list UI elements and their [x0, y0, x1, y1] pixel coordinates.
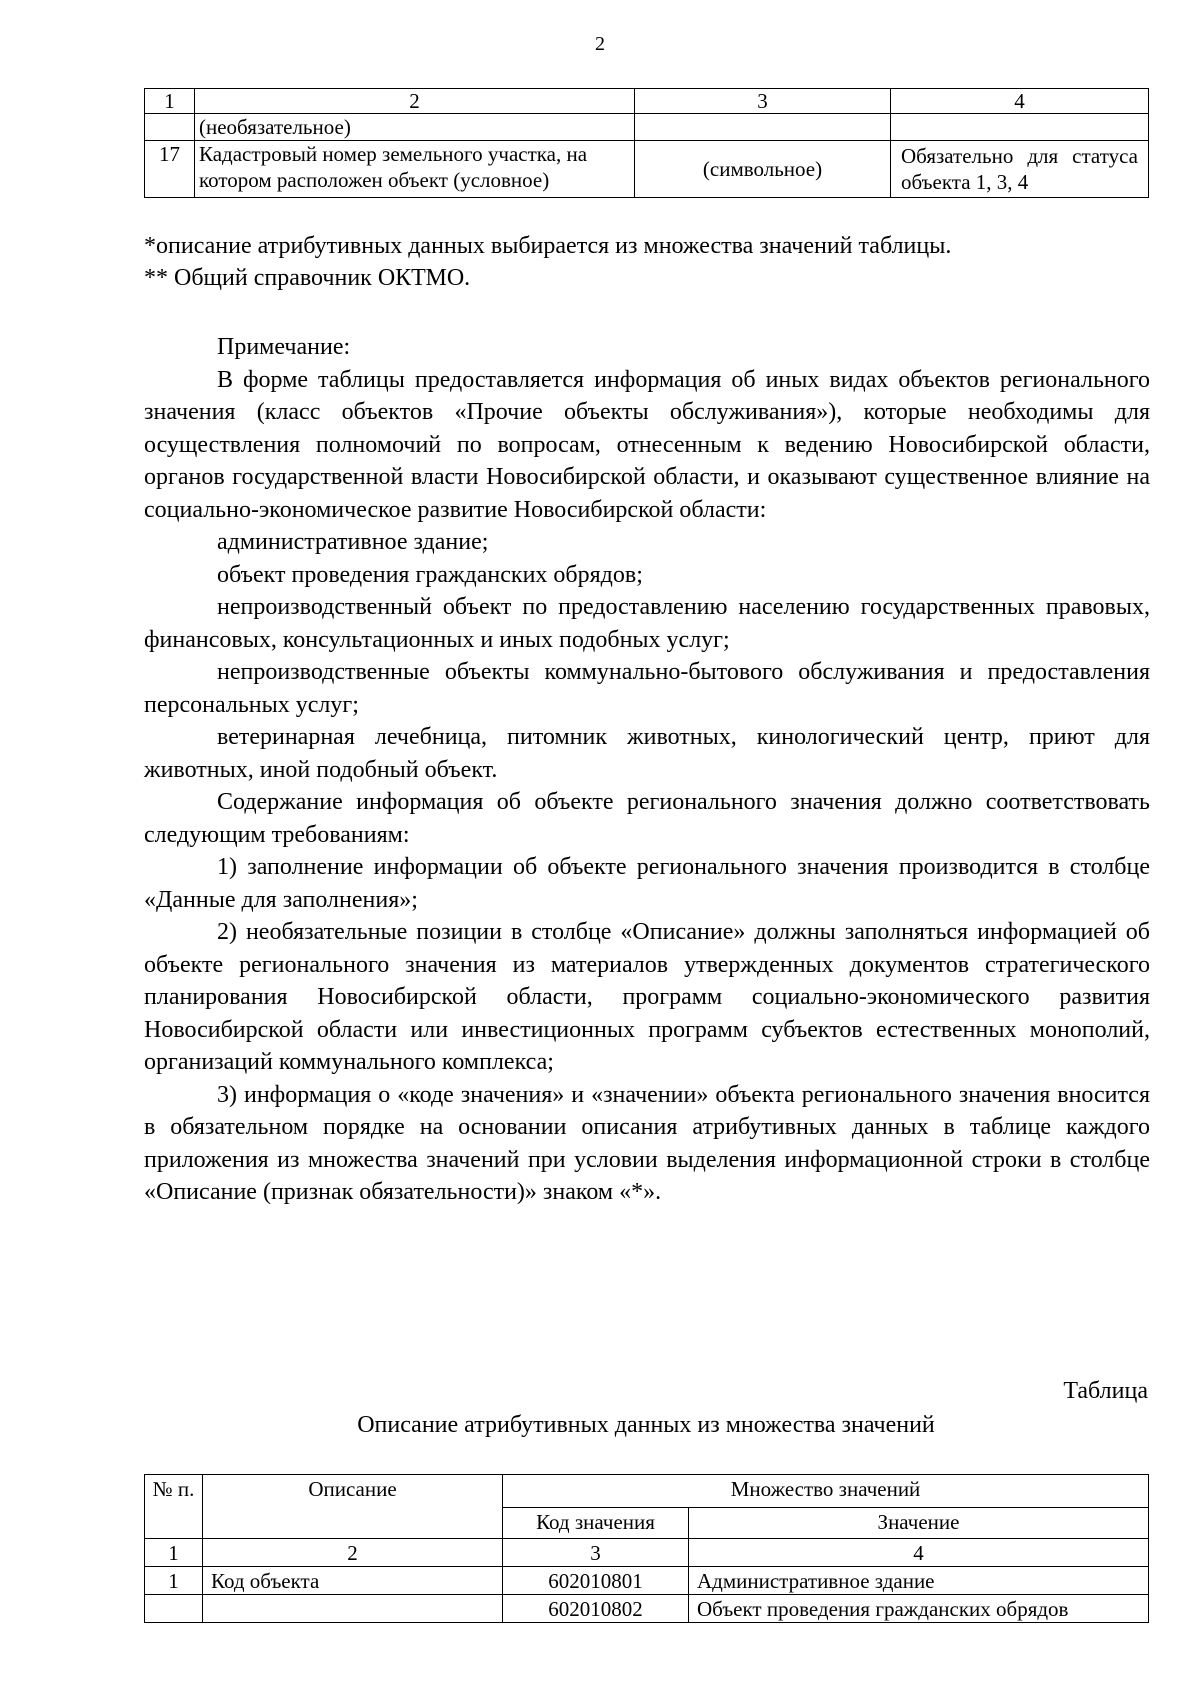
table-cell: (необязательное)	[195, 114, 635, 141]
footnote: *описание атрибутивных данных выбирается из множества значений таблицы.	[144, 233, 952, 259]
row-description: Кадастровый номер земельного участка, на котором расположен объект (условное)	[195, 141, 635, 198]
row-number: 1	[145, 1567, 203, 1595]
requirement-item: 1) заполнение информации об объекте регионального значения производится в столбце «Данные для заполнения»;	[144, 854, 1150, 913]
row-number: 17	[145, 141, 195, 198]
header-number: № п.	[145, 1475, 203, 1539]
table-title: Описание атрибутивных данных из множества значений	[357, 1412, 935, 1438]
list-item: непроизводственные объекты коммунально-бытового обслуживания и предоставления персональных услуг;	[144, 659, 1150, 718]
column-number: 1	[145, 1539, 203, 1567]
column-numbers-row	[145, 1539, 1149, 1567]
note-section	[144, 331, 1150, 1209]
header-values-set: Множество значений	[503, 1475, 1149, 1508]
row-description	[203, 1595, 503, 1623]
table-header-row	[145, 89, 1149, 114]
table-row	[145, 1567, 1149, 1595]
paragraph: Содержание информация об объекте регионального значения должно соответствовать следующим требованиям:	[144, 789, 1150, 848]
table-cell	[635, 114, 891, 141]
header-description: Описание	[203, 1475, 503, 1539]
list-item: объект проведения гражданских обрядов;	[217, 561, 643, 588]
row-type: (символьное)	[635, 141, 891, 198]
header-code: Код значения	[503, 1508, 689, 1539]
footnotes	[144, 230, 1150, 294]
table-row	[145, 114, 1149, 141]
list-item: непроизводственный объект по предоставлению населению государственных правовых, финансовых, консультационных и иных подобных услуг;	[144, 594, 1150, 653]
table-row	[145, 141, 1149, 198]
note-heading: Примечание:	[217, 334, 351, 360]
column-number: 2	[203, 1539, 503, 1567]
column-number: 3	[635, 89, 891, 114]
column-number: 1	[145, 89, 195, 114]
row-status: Обязательно для статуса объекта 1, 3, 4	[891, 141, 1149, 198]
table-cell	[145, 114, 195, 141]
column-number: 2	[195, 89, 635, 114]
row-value: Административное здание	[689, 1567, 1149, 1595]
column-number: 4	[689, 1539, 1149, 1567]
footnote: ** Общий справочник ОКТМО.	[144, 265, 471, 291]
table-cell	[891, 114, 1149, 141]
table-label: Таблица	[1063, 1378, 1148, 1404]
table-header-row	[145, 1475, 1149, 1508]
column-number: 3	[503, 1539, 689, 1567]
table-row	[145, 1595, 1149, 1623]
row-description: Код объекта	[203, 1567, 503, 1595]
header-value: Значение	[689, 1508, 1149, 1539]
paragraph: В форме таблицы предоставляется информация об иных видах объектов регионального значения (класс объектов «Прочие объекты обслуживания»), которые необходимы для осуществления полномочий по вопросам, отнесенным к ведению Новосибирской области, органов государственной власти Новосибирской области, и оказывают существенное влияние на социально-экономическое развитие Новосибирской области:	[144, 366, 1150, 523]
requirement-item: 2) необязательные позиции в столбце «Описание» должны заполняться информацией об объекте регионального значения из материалов утвержденных документов стратегического планирования Новосибирской области, программ социально-экономического развития Новосибирской области или инвестиционных программ субъектов естественных монополий, организаций коммунального комплекса;	[144, 919, 1150, 1075]
page-number: 2	[595, 33, 605, 55]
row-code: 602010802	[503, 1595, 689, 1623]
column-number: 4	[891, 89, 1149, 114]
list-item: ветеринарная лечебница, питомник животных, кинологический центр, приют для животных, иной подобный объект.	[144, 724, 1150, 783]
list-item: административное здание;	[217, 529, 489, 555]
row-code: 602010801	[503, 1567, 689, 1595]
requirement-item: 3) информация о «коде значения» и «значении» объекта регионального значения вносится в обязательном порядке на основании описания атрибутивных данных в таблице каждого приложения из множества значений при условии выделения информационной строки в столбце «Описание (признак обязательности)» знаком «*».	[144, 1081, 1150, 1205]
row-value: Объект проведения гражданских обрядов	[689, 1595, 1149, 1623]
row-number	[145, 1595, 203, 1623]
continuation-table	[144, 88, 1149, 198]
attribute-table	[144, 1474, 1149, 1623]
